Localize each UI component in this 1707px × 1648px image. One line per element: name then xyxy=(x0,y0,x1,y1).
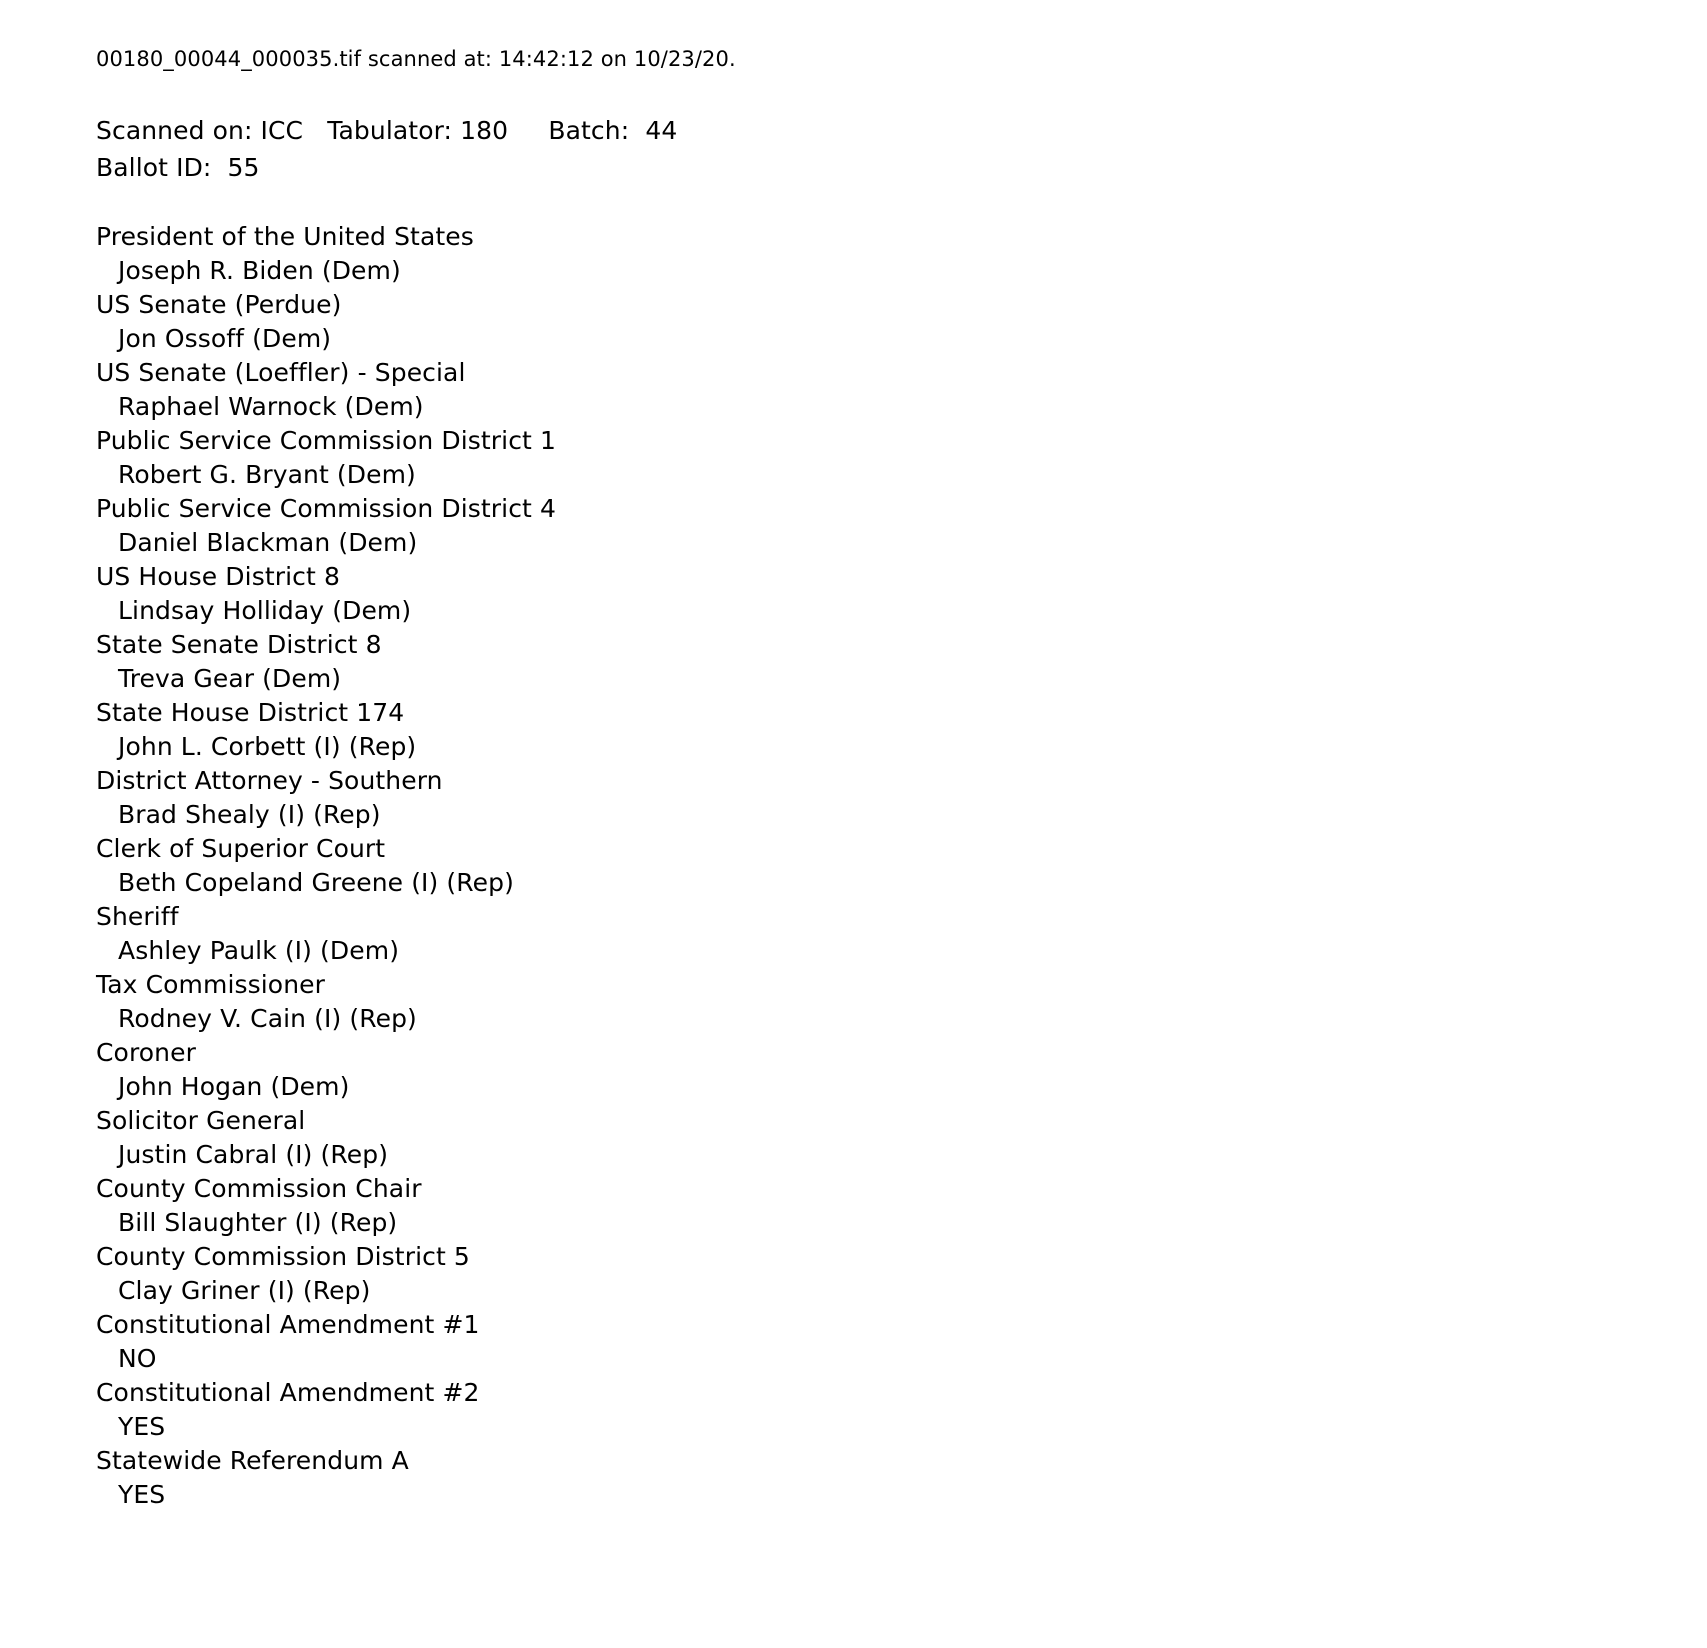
contest-selection: YES xyxy=(118,1480,166,1509)
contest-entry xyxy=(96,628,1707,696)
contest-title: Public Service Commission District 1 xyxy=(96,426,557,455)
contest-entry xyxy=(96,492,1707,560)
contest-entry xyxy=(96,832,1707,900)
contest-title: State Senate District 8 xyxy=(96,630,382,659)
contest-entry xyxy=(96,1308,1707,1376)
contest-entry xyxy=(96,424,1707,492)
contest-title: Sheriff xyxy=(96,902,179,931)
contest-entry xyxy=(96,356,1707,424)
contest-entry xyxy=(96,1036,1707,1104)
contest-title: District Attorney - Southern xyxy=(96,766,443,795)
contest-selection: Beth Copeland Greene (I) (Rep) xyxy=(118,868,514,897)
contest-title: US Senate (Perdue) xyxy=(96,290,342,319)
contest-selection: Treva Gear (Dem) xyxy=(118,664,342,693)
contest-selection: Lindsay Holliday (Dem) xyxy=(118,596,412,625)
contest-selection: NO xyxy=(118,1344,157,1373)
contest-selection: Brad Shealy (I) (Rep) xyxy=(118,800,381,829)
contest-selection: Rodney V. Cain (I) (Rep) xyxy=(118,1004,417,1033)
contest-selection: Ashley Paulk (I) (Dem) xyxy=(118,936,400,965)
scan-header-line: 00180_00044_000035.tif scanned at: 14:42:12 on 10/23/20. xyxy=(96,47,736,71)
contest-entry xyxy=(96,560,1707,628)
scan-metadata-line-2: Ballot ID: 55 xyxy=(96,153,260,182)
contest-selection: Justin Cabral (I) (Rep) xyxy=(118,1140,389,1169)
contest-title: Statewide Referendum A xyxy=(96,1446,409,1475)
contest-title: County Commission Chair xyxy=(96,1174,422,1203)
contest-entry xyxy=(96,220,1707,288)
contest-entry xyxy=(96,764,1707,832)
contest-title: Public Service Commission District 4 xyxy=(96,494,557,523)
contest-title: County Commission District 5 xyxy=(96,1242,470,1271)
contest-entry xyxy=(96,1376,1707,1444)
contest-entry xyxy=(96,900,1707,968)
contest-title: Tax Commissioner xyxy=(96,970,325,999)
contest-selection: Raphael Warnock (Dem) xyxy=(118,392,424,421)
contest-entry xyxy=(96,288,1707,356)
contest-title: Clerk of Superior Court xyxy=(96,834,386,863)
contest-title: US House District 8 xyxy=(96,562,340,591)
contest-selection: Joseph R. Biden (Dem) xyxy=(118,256,401,285)
contest-title: US Senate (Loeffler) - Special xyxy=(96,358,466,387)
contest-entry xyxy=(96,968,1707,1036)
contest-title: Constitutional Amendment #1 xyxy=(96,1310,480,1339)
contest-selection: John L. Corbett (I) (Rep) xyxy=(118,732,417,761)
scan-metadata xyxy=(96,112,1707,186)
contest-title: Coroner xyxy=(96,1038,196,1067)
contest-selection: John Hogan (Dem) xyxy=(118,1072,350,1101)
contest-title: Constitutional Amendment #2 xyxy=(96,1378,480,1407)
contest-title: President of the United States xyxy=(96,222,474,251)
contest-list xyxy=(96,220,1707,1512)
contest-entry xyxy=(96,696,1707,764)
contest-entry xyxy=(96,1104,1707,1172)
contest-selection: Jon Ossoff (Dem) xyxy=(118,324,332,353)
contest-selection: Robert G. Bryant (Dem) xyxy=(118,460,416,489)
contest-selection: Bill Slaughter (I) (Rep) xyxy=(118,1208,398,1237)
contest-selection: Daniel Blackman (Dem) xyxy=(118,528,418,557)
contest-entry xyxy=(96,1240,1707,1308)
contest-title: Solicitor General xyxy=(96,1106,306,1135)
contest-selection: YES xyxy=(118,1412,166,1441)
contest-entry xyxy=(96,1444,1707,1512)
contest-entry xyxy=(96,1172,1707,1240)
scan-metadata-line-1: Scanned on: ICC Tabulator: 180 Batch: 44 xyxy=(96,116,678,145)
contest-title: State House District 174 xyxy=(96,698,405,727)
contest-selection: Clay Griner (I) (Rep) xyxy=(118,1276,371,1305)
